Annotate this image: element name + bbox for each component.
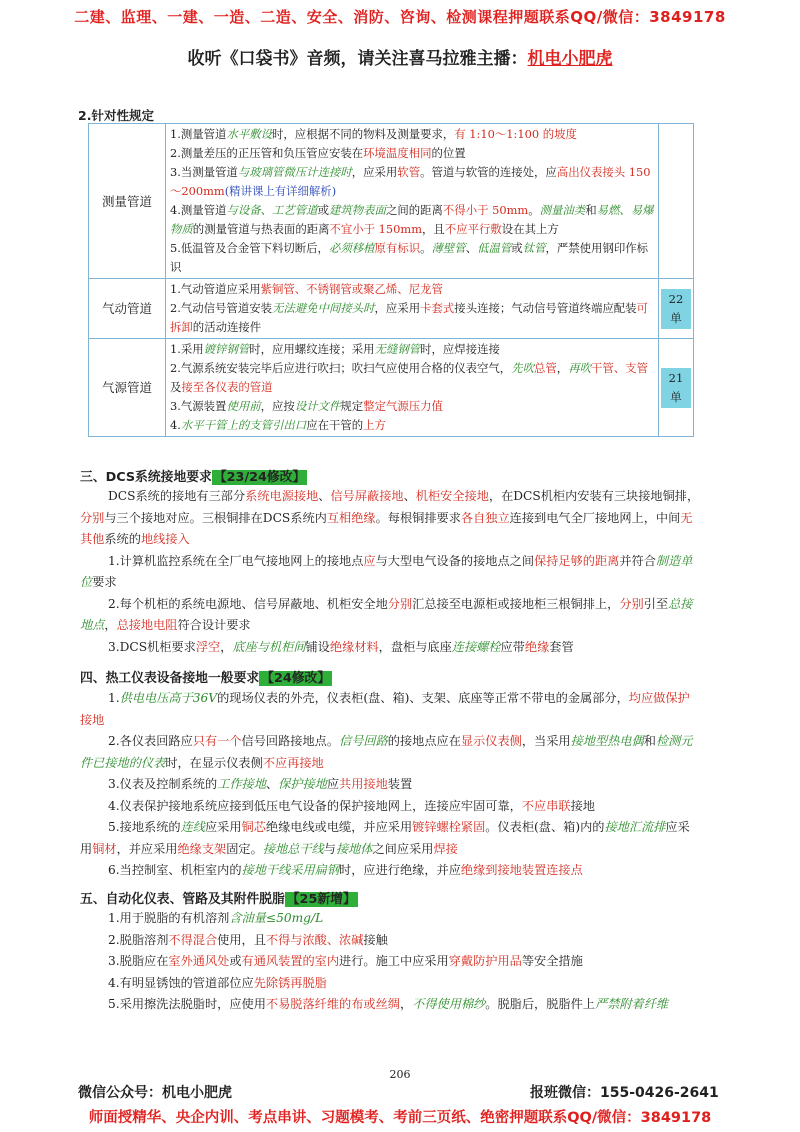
subtitle-prefix: 收听《口袋书》音频，请关注喜马拉雅主播：: [187, 49, 528, 69]
list-item: 1.供电电压高于36V的现场仪表的外壳，仪表柜(盘、箱)、支架、底座等正常不带电的金属部分，均应做保护接地: [80, 691, 690, 727]
list-item: 3.DCS机柜要求浮空，底座与机柜间铺设绝缘材料，盘柜与底座连接螺栓应带绝缘套管: [108, 639, 574, 654]
footer-wechat-account: 微信公众号：机电小肥虎: [78, 1085, 232, 1101]
subtitle: [0, 44, 800, 69]
degrease-tag: 【25新增】: [286, 892, 356, 907]
degrease-title: 五、自动化仪表、管路及其附件脱脂 【25新增】: [80, 892, 356, 907]
list-item: 1.用于脱脂的有机溶剂含油量≤50mg/L: [108, 911, 324, 925]
dcs-intro: DCS系统的接地有三部分系统电源接地、信号屏蔽接地、机柜安全接地，在DCS机柜内安装有三块接地铜排，分别与三个接地对应。三根铜排在DCS系统内互相绝缘。每根铜排要求各自独立连接到电气全厂接地网上，中间无其他系统的地线接入: [80, 489, 700, 546]
list-item: 5.采用擦洗法脱脂时，应使用不易脱落纤维的布或丝绸，不得使用棉纱。脱脂后，脱脂件上严禁附着纤维: [108, 997, 669, 1011]
list-item: 5.接地系统的连线应采用铜芯绝缘电线或电缆，并应采用镀锌螺栓紧固。仪表柜(盘、箱)内的接地汇流排应采用铜材，并应采用绝缘支架固定。接地总干线与接地体之间应采用焊接: [80, 820, 690, 856]
question-count-badge: 21单: [661, 368, 691, 408]
badge-cell: [659, 124, 694, 279]
list-item: 2.每个机柜的系统电源地、信号屏蔽地、机柜安全地分别汇总接至电源柜或接地柜三根铜排上，分别引至总接地点，总接地电阻符合设计要求: [80, 596, 693, 632]
subtitle-accent: 机电小肥虎: [527, 49, 613, 69]
dcs-title: 三、DCS系统接地要求 【23/24修改】: [80, 470, 306, 485]
top-banner: 二建、监理、一建、一造、二造、安全、消防、咨询、检测课程押题联系QQ/微信：3849178: [74, 8, 726, 26]
degrease-body: [80, 908, 700, 1016]
list-item: 4.仪表保护接地系统应接到低压电气设备的保护接地网上，连接应牢固可靠，不应串联接地: [108, 798, 595, 813]
table-row: [89, 339, 694, 437]
thermal-title: 四、热工仪表设备接地一般要求 【24修改】: [80, 671, 331, 686]
badge-cell: [659, 339, 694, 437]
list-item: 4.有明显锈蚀的管道部位应先除锈再脱脂: [108, 975, 327, 990]
table-row: [89, 279, 694, 339]
dcs-body: [80, 486, 700, 658]
content-cell: 1.采用镀锌钢管时，应用螺纹连接；采用无缝钢管时，应焊接连接 2.气源系统安装完毕后应进行吹扫；吹扫气应使用合格的仪表空气，先吹总管，再吹干管、支管及接至各仪表的管道 3.气源装置使用前，应按设计文件规定整定气源压力值 4.水平干管上的支管引出口应在干管的上方: [166, 339, 659, 437]
bottom-banner: 师面授精华、央企内训、考点串讲、习题模考、考前三页纸、绝密押题联系QQ/微信：3849178: [88, 1110, 712, 1126]
list-item: 1.计算机监控系统在全厂电气接地网上的接地点应与大型电气设备的接地点之间保持足够的距离并符合制造单位要求: [80, 553, 693, 589]
list-item: 2.各仪表回路应只有一个信号回路接地点。信号回路的接地点应在显示仪表侧，当采用接地型热电偶和检测元件已接地的仪表时，在显示仪表侧不应再接地: [80, 734, 693, 770]
spec-table: [88, 123, 694, 437]
table-row: [89, 124, 694, 279]
page-number: 206: [389, 1068, 411, 1081]
list-item: 2.脱脂溶剂不得混合使用，且不得与浓酸、浓碱接触: [108, 932, 388, 947]
footer-signup-wechat: 报班微信：155-0426-2641: [530, 1085, 719, 1101]
dcs-tag: 【23/24修改】: [213, 470, 306, 485]
content-cell: 1.测量管道水平敷设时，应根据不同的物料及测量要求，有 1:10～1:100 的坡度 2.测量差压的正压管和负压管应安装在环境温度相同的位置 3.当测量管道与玻璃管微压计连接时，应采用软管。管道与软管的连接处，应高出仪表接头 150～200mm(精讲课上有详细解析) 4.测量管道与设备、工艺管道或建筑物表面之间的距离不得小于 50mm。测量油类和易燃、易爆物质的测量管道与热表面的距离不宜小于 150mm，且不应平行敷设在其上方 5.低温管及合金管下料切断后，必须移植原有标识。薄壁管、低温管或钛管，严禁使用钢印作标识: [166, 124, 659, 279]
list-item: 3.脱脂应在室外通风处或有通风装置的室内进行。施工中应采用穿戴防护用品等安全措施: [108, 954, 583, 968]
content-cell: 1.气动管道应采用紫铜管、不锈钢管或聚乙烯、尼龙管 2.气动信号管道安装无法避免中间接头时，应采用卡套式接头连接；气动信号管道终端应配装可拆卸的活动连接件: [166, 279, 659, 339]
list-item: 6.当控制室、机柜室内的接地干线采用扁钢时，应进行绝缘，并应绝缘到接地装置连接点: [108, 863, 583, 877]
badge-cell: [659, 279, 694, 339]
question-count-badge: 22单: [661, 289, 691, 329]
category-cell: 气动管道: [89, 279, 166, 339]
list-item: 3.仪表及控制系统的工作接地、保护接地应共用接地装置: [108, 777, 413, 791]
section2-title: 2.针对性规定: [78, 108, 154, 123]
thermal-body: [80, 688, 700, 882]
category-cell: 气源管道: [89, 339, 166, 437]
category-cell: 测量管道: [89, 124, 166, 279]
thermal-tag: 【24修改】: [261, 671, 331, 686]
